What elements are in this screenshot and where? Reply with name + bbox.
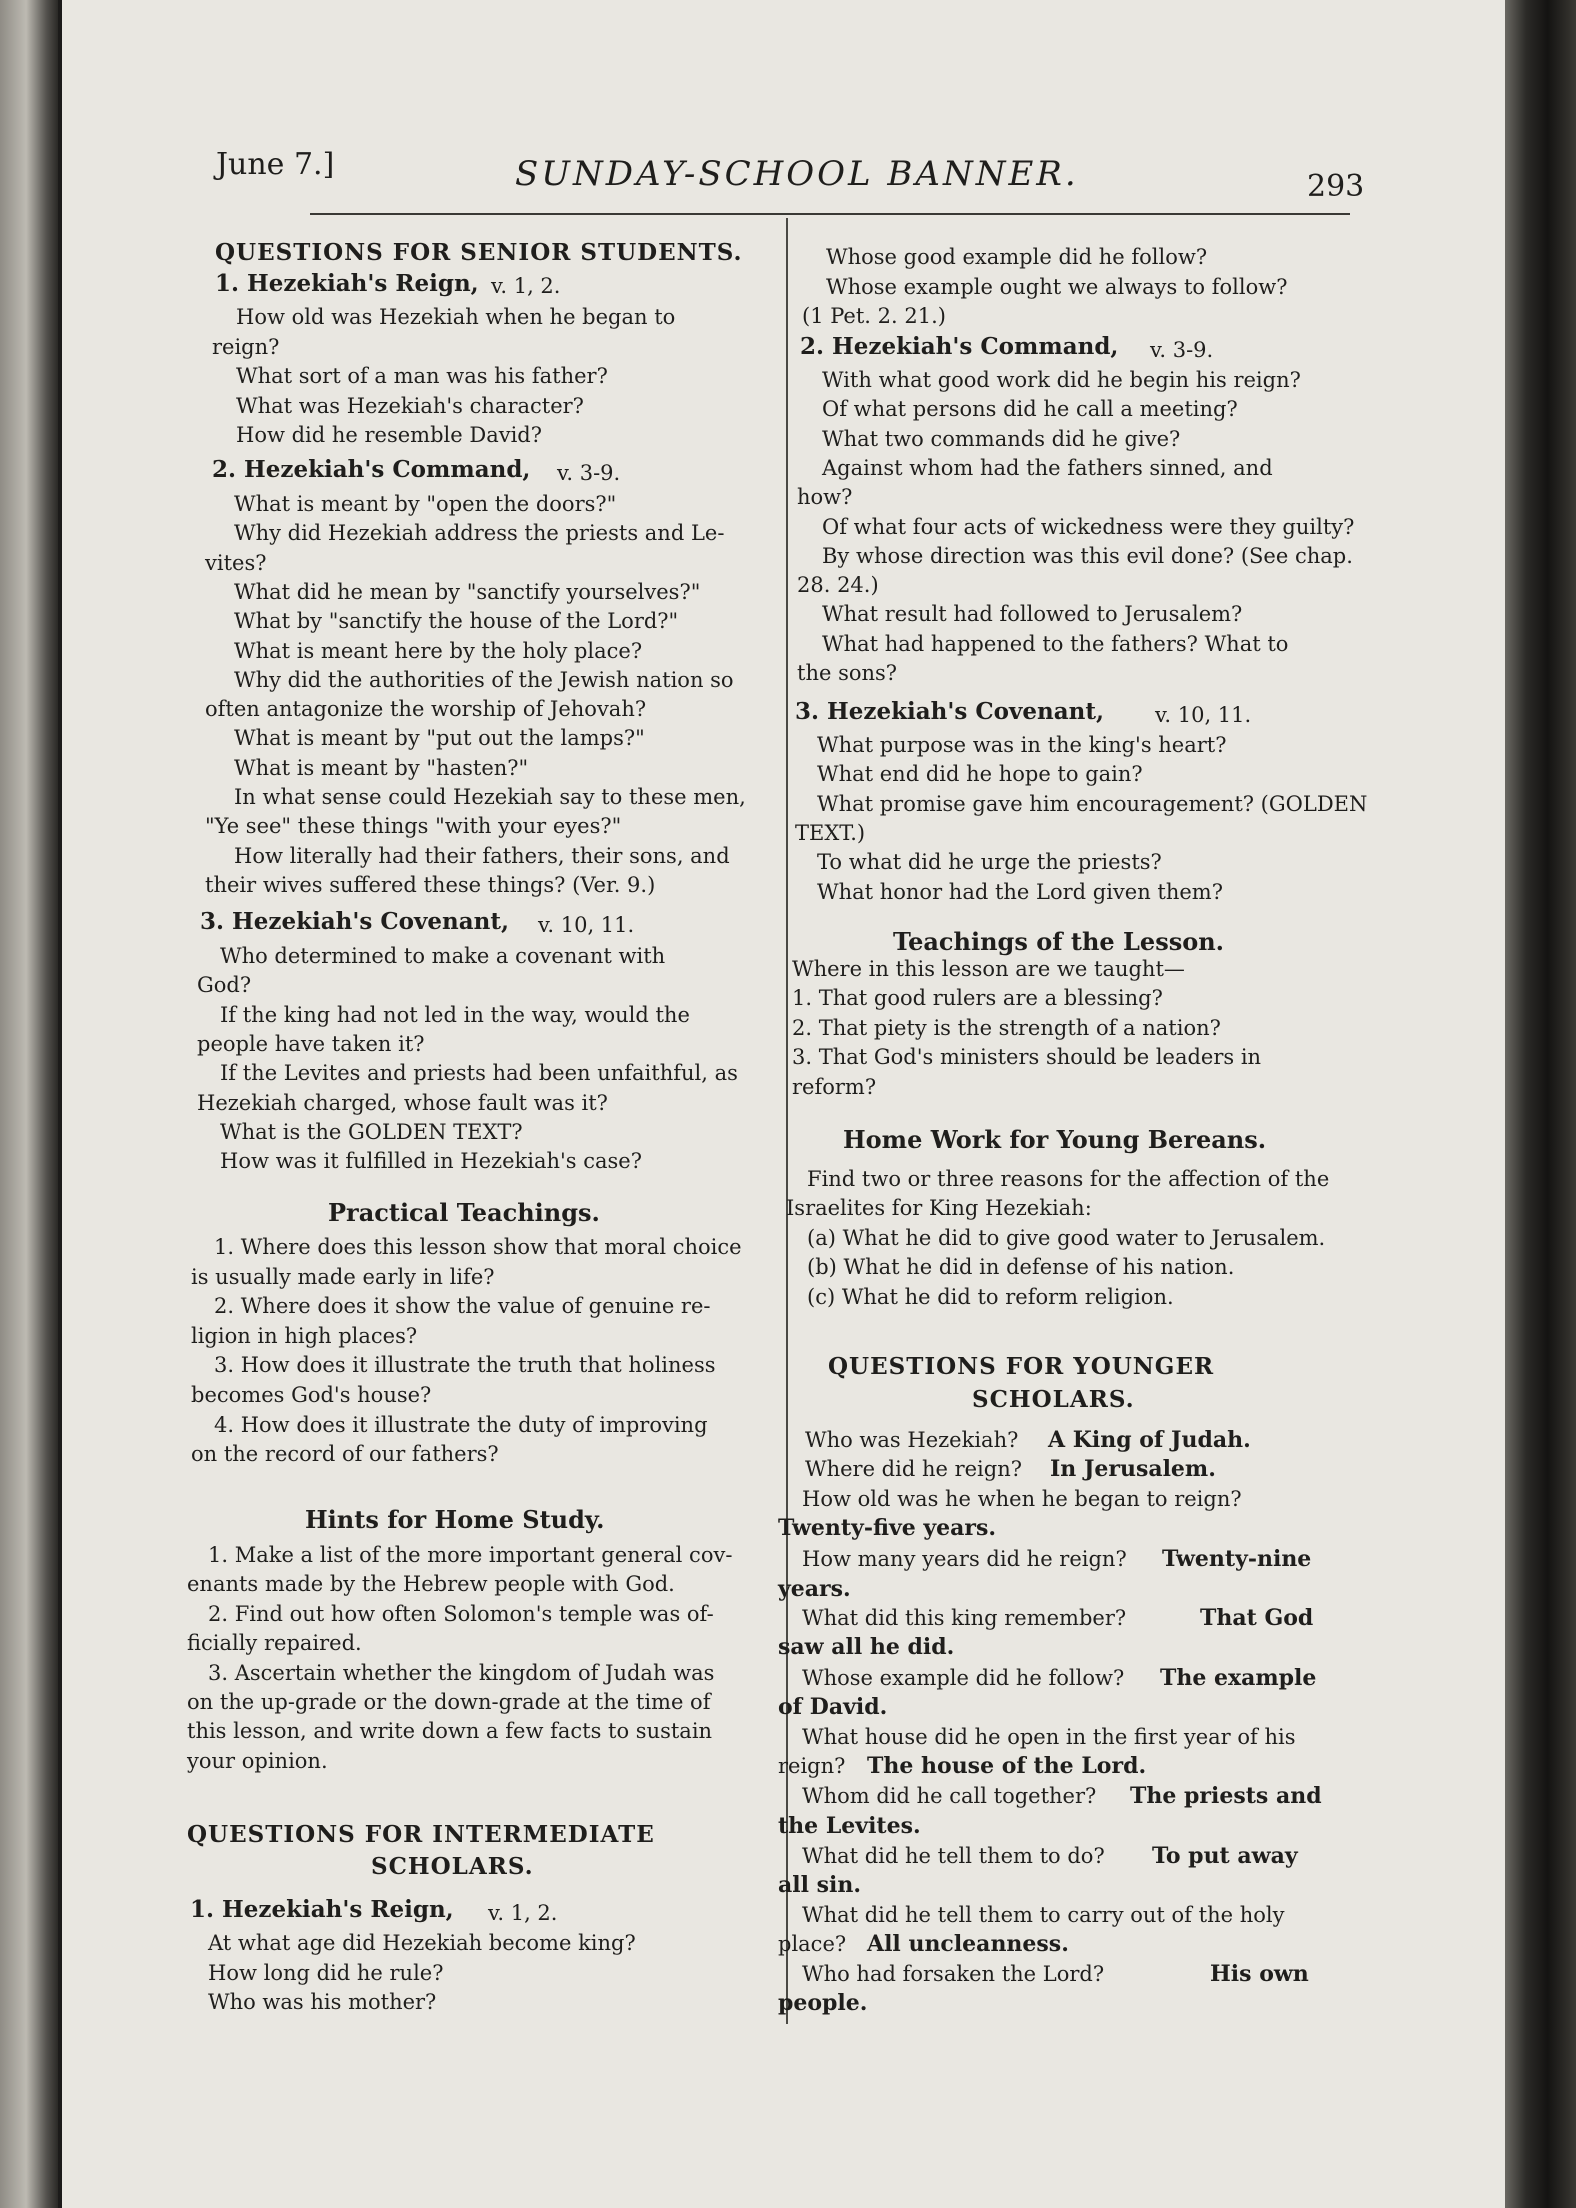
text-line: 1. Where does this lesson show that moral choice <box>214 1235 742 1259</box>
text-line: With what good work did he begin his reign? <box>822 368 1301 392</box>
text-line: By whose direction was this evil done? (See chap. <box>822 543 1353 568</box>
text-line: ligion in high places? <box>191 1323 418 1348</box>
text-line: What two commands did he give? <box>822 426 1181 451</box>
text-line: the sons? <box>797 661 898 685</box>
question-text: Who was Hezekiah? <box>805 1428 1019 1452</box>
text-line: To what did he urge the priests? <box>817 850 1162 875</box>
text-line: how? <box>797 485 853 510</box>
text-line: What promise gave him encouragement? (GOLDEN <box>817 791 1368 816</box>
text-line: What was Hezekiah's character? <box>236 393 584 418</box>
answer-text: In Jerusalem. <box>1050 1456 1216 1482</box>
text-line: is usually made early in life? <box>191 1264 495 1289</box>
text-line: God? <box>197 973 252 998</box>
text-line: What is meant by "hasten?" <box>234 755 529 780</box>
answer-text: The house of the Lord. <box>867 1753 1147 1779</box>
text-line: What purpose was in the king's heart? <box>817 733 1227 757</box>
practical-teachings-heading: Practical Teachings. <box>328 1198 600 1227</box>
senior-section-2-title: 2. Hezekiah's Command, <box>212 456 531 483</box>
text-line: If the Levites and priests had been unfaithful, as <box>220 1061 738 1086</box>
text-line: vites? <box>205 550 267 575</box>
question-text: How many years did he reign? <box>802 1547 1127 1571</box>
question-text: Who had forsaken the Lord? <box>802 1962 1105 1986</box>
text-line: What sort of a man was his father? <box>236 364 608 388</box>
text-line: people have taken it? <box>197 1031 425 1056</box>
senior-section-1-ref: v. 1, 2. <box>491 274 561 298</box>
text-line: What honor had the Lord given them? <box>817 879 1223 904</box>
senior-section-1-title: 1. Hezekiah's Reign, <box>215 270 479 297</box>
senior-heading: QUESTIONS FOR SENIOR STUDENTS. <box>215 239 743 266</box>
header-title: SUNDAY-SCHOOL BANNER. <box>515 154 1079 194</box>
hints-heading: Hints for Home Study. <box>305 1505 605 1534</box>
text-line: In what sense could Hezekiah say to these men, <box>234 785 746 809</box>
intermediate-section-2-title: 2. Hezekiah's Command, <box>800 333 1119 360</box>
question-text: How old was he when he began to reign? <box>802 1487 1242 1511</box>
answer-text: A King of Judah. <box>1048 1427 1251 1453</box>
text-line: this lesson, and write down a few facts to sustain <box>187 1719 713 1744</box>
text-line: If the king had not led in the way, would the <box>220 1002 690 1027</box>
question-text: What did he tell them to do? <box>802 1844 1105 1868</box>
text-line: Who determined to make a covenant with <box>220 944 666 968</box>
answer-text: all sin. <box>778 1872 862 1898</box>
intermediate-section-1-title: 1. Hezekiah's Reign, <box>190 1896 454 1923</box>
text-line: often antagonize the worship of Jehovah? <box>205 697 647 722</box>
text-line: Of what four acts of wickedness were they guilty? <box>822 514 1355 539</box>
teachings-heading: Teachings of the Lesson. <box>893 927 1225 956</box>
text-line: What is meant by "put out the lamps?" <box>234 726 645 751</box>
text-line: What by "sanctify the house of the Lord?" <box>234 609 679 634</box>
text-line: How old was Hezekiah when he began to <box>236 305 676 329</box>
text-line: How literally had their fathers, their sons, and <box>234 843 730 868</box>
answer-text: The example <box>1160 1665 1317 1691</box>
text-line: enants made by the Hebrew people with God. <box>187 1572 675 1597</box>
question-text: Where did he reign? <box>805 1457 1022 1481</box>
text-line: At what age did Hezekiah become king? <box>208 1931 636 1955</box>
text-line: Who was his mother? <box>208 1990 437 2014</box>
text-line: What is the GOLDEN TEXT? <box>220 1119 523 1144</box>
text-line: Of what persons did he call a meeting? <box>822 397 1238 422</box>
text-line: reign? <box>212 334 280 359</box>
intermediate-heading-line-2: SCHOLARS. <box>371 1853 534 1880</box>
question-text: Whom did he call together? <box>802 1784 1097 1808</box>
text-line: 3. Ascertain whether the kingdom of Judah was <box>208 1660 715 1685</box>
text-line: on the up-grade or the down-grade at the time of <box>187 1690 711 1714</box>
text-line: (b) What he did in defense of his nation. <box>807 1255 1235 1280</box>
answer-text: of David. <box>778 1694 888 1720</box>
text-line: How long did he rule? <box>208 1960 444 1985</box>
senior-section-2-ref: v. 3-9. <box>557 461 621 485</box>
senior-section-3-title: 3. Hezekiah's Covenant, <box>200 908 509 935</box>
text-line: How did he resemble David? <box>236 423 542 447</box>
text-line: your opinion. <box>187 1748 328 1773</box>
question-text: place? <box>778 1932 847 1956</box>
text-line: How was it fulfilled in Hezekiah's case? <box>220 1149 642 1174</box>
text-line: 2. Find out how often Solomon's temple was of- <box>208 1601 714 1626</box>
question-text: What house did he open in the first year of his <box>802 1725 1296 1749</box>
question-text: What did this king remember? <box>802 1606 1127 1630</box>
intermediate-section-2-ref: v. 3-9. <box>1150 338 1214 362</box>
homework-heading: Home Work for Young Bereans. <box>843 1125 1267 1154</box>
book-binding-edge <box>1505 0 1576 2208</box>
senior-section-3-ref: v. 10, 11. <box>538 913 635 937</box>
text-line: 28. 24.) <box>797 573 879 598</box>
text-line: What had happened to the fathers? What to <box>822 631 1289 656</box>
question-text: reign? <box>778 1754 846 1778</box>
answer-text: His own <box>1210 1961 1309 1987</box>
question-text: What did he tell them to carry out of the holy <box>802 1903 1285 1927</box>
text-line: their wives suffered these things? (Ver. 9.) <box>205 872 656 897</box>
text-line: 3. How does it illustrate the truth that holiness <box>214 1353 716 1378</box>
text-line: 4. How does it illustrate the duty of improving <box>214 1412 708 1437</box>
intermediate-section-3-ref: v. 10, 11. <box>1155 703 1252 727</box>
answer-text: saw all he did. <box>778 1634 955 1660</box>
text-line: reform? <box>792 1074 877 1099</box>
text-line: (a) What he did to give good water to Jerusalem. <box>807 1225 1326 1250</box>
text-line: 1. Make a list of the more important general cov- <box>208 1543 733 1567</box>
facing-page-edge <box>0 0 58 2208</box>
answer-text: To put away <box>1152 1843 1298 1869</box>
text-line: ficially repaired. <box>187 1631 362 1656</box>
question-text: Whose example did he follow? <box>802 1666 1125 1690</box>
text-line: What result had followed to Jerusalem? <box>822 602 1243 627</box>
answer-text: Twenty-five years. <box>778 1515 997 1541</box>
answer-text: That God <box>1200 1605 1314 1631</box>
intermediate-section-1-ref: v. 1, 2. <box>488 1901 558 1925</box>
text-line: Against whom had the fathers sinned, and <box>822 455 1273 480</box>
text-line: Whose example ought we always to follow? <box>826 274 1288 299</box>
text-line: 2. That piety is the strength of a nation? <box>792 1015 1221 1040</box>
text-line: Whose good example did he follow? <box>826 245 1208 269</box>
text-line: becomes God's house? <box>191 1383 432 1407</box>
text-line: What is meant here by the holy place? <box>234 638 643 663</box>
younger-heading-line-2: SCHOLARS. <box>972 1386 1135 1413</box>
text-line: Hezekiah charged, whose fault was it? <box>197 1090 608 1115</box>
text-line: What is meant by "open the doors?" <box>234 492 617 516</box>
intermediate-section-3-title: 3. Hezekiah's Covenant, <box>795 698 1104 725</box>
answer-text: people. <box>778 1990 868 2016</box>
text-line: Why did Hezekiah address the priests and Le- <box>234 521 725 546</box>
header-page-number: 293 <box>1307 169 1365 204</box>
header-rule <box>310 213 1350 215</box>
answer-text: the Levites. <box>778 1813 921 1839</box>
answer-text: years. <box>778 1576 851 1602</box>
text-line: on the record of our fathers? <box>191 1442 499 1467</box>
text-line: What end did he hope to gain? <box>817 762 1143 787</box>
text-line: 3. That God's ministers should be leaders in <box>792 1045 1262 1070</box>
text-line: 1. That good rulers are a blessing? <box>792 986 1163 1011</box>
text-line: What did he mean by "sanctify yourselves?" <box>234 579 701 604</box>
text-line: 2. Where does it show the value of genuine re- <box>214 1294 711 1319</box>
text-line: (c) What he did to reform religion. <box>807 1284 1174 1309</box>
text-line: Israelites for King Hezekiah: <box>786 1196 1092 1221</box>
intermediate-heading-line-1: QUESTIONS FOR INTERMEDIATE <box>187 1821 655 1848</box>
answer-text: Twenty-nine <box>1162 1546 1312 1572</box>
header-date: June 7.] <box>216 147 335 182</box>
answer-text: All uncleanness. <box>867 1931 1069 1957</box>
text-line: Where in this lesson are we taught— <box>792 957 1185 981</box>
text-line: (1 Pet. 2. 21.) <box>802 304 946 328</box>
answer-text: The priests and <box>1130 1783 1322 1809</box>
text-line: Find two or three reasons for the affection of the <box>807 1167 1330 1191</box>
text-line: TEXT.) <box>795 820 866 845</box>
text-line: Why did the authorities of the Jewish nation so <box>234 667 734 692</box>
text-line: "Ye see" these things "with your eyes?" <box>205 814 622 839</box>
younger-heading-line-1: QUESTIONS FOR YOUNGER <box>828 1353 1215 1380</box>
